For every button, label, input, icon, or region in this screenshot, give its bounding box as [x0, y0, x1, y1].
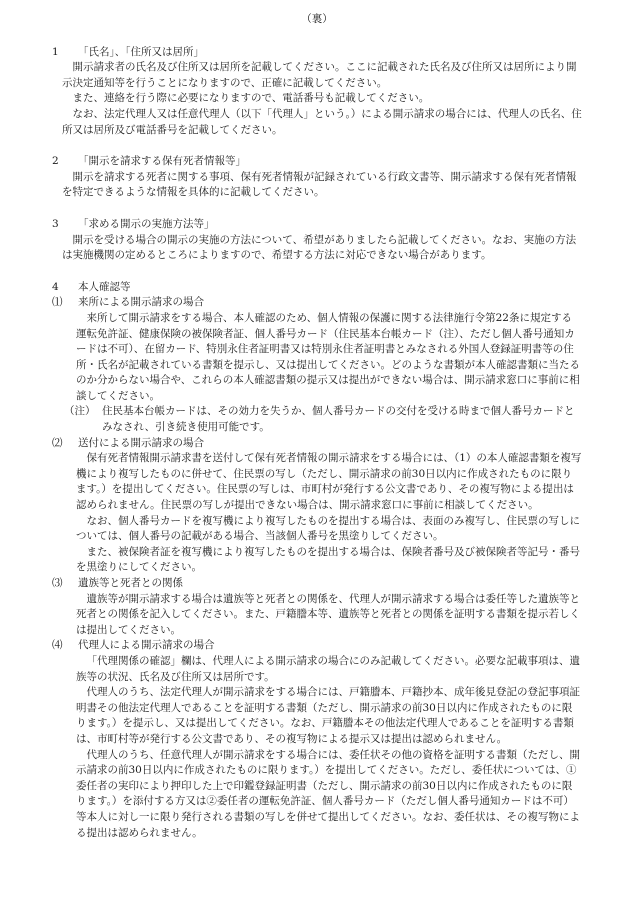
paragraph: 保有死者情報開示請求書を送付して保有死者情報の開示請求をする場合には、（1）の本人確認書類を複写機により複写したものに併せて、住民票の写し（ただし、開示請求の前30日以内に作成されたものに限ります。）を提出してください。住民票の写しは、市町村が発行する公文書であり、その複写物による提出は認められません。住民票の写しが提出できない場合は、開示請求窓口に事前に相談してください。 — [76, 452, 582, 512]
section-4-title — [52, 280, 582, 296]
paragraph: また、被保険者証を複写機により複写したものを提出する場合は、保険者番号及び被保険者等記号・番号を黒塗りにしてください。 — [76, 545, 580, 574]
paragraph: 開示を受ける場合の開示の実施の方法について、希望がありましたら記載してください。なお、実施の方法は実施機関の定めるところによりますので、希望する方法に対応できない場合があります。 — [62, 233, 577, 262]
subsection-number: ⑶ — [52, 577, 63, 589]
note-label: （注） — [64, 405, 96, 418]
subsection-title-text: 来所による開示請求の場合 — [78, 296, 204, 309]
paragraph: 開示を請求する死者に関する事項、保有死者情報が記録されている行政文書等、開示請求する保有死者情報を特定できるような情報を具体的に記載してください。 — [62, 170, 577, 199]
subsection-1-title — [52, 295, 582, 311]
section-number: 2 — [52, 155, 59, 168]
section-title-text: 本人確認等 — [78, 280, 131, 293]
subsection-number: ⑴ — [52, 296, 63, 309]
subsection-title-text: 遺族等と死者との関係 — [78, 577, 183, 589]
section-title-text: 「開示を請求する保有死者情報等」 — [78, 155, 246, 168]
subsection-number: ⑷ — [52, 639, 63, 652]
subsection-title-text: 代理人による開示請求の場合 — [78, 639, 215, 652]
section-title-text: 「氏名」、「住所又は居所」 — [78, 45, 204, 58]
paragraph: なお、個人番号カードを複写機により複写したものを提出する場合は、表面のみ複写し、住民票の写しについては、個人番号の記載がある場合、当該個人番号を黒塗りしてください。 — [76, 514, 580, 543]
section-number: 3 — [52, 217, 59, 230]
note-text: 住民基本台帳カードは、その効力を失うか、個人番号カードの交付を受ける時まで個人番号カードとみなされ、引き続き使用可能です。 — [102, 405, 575, 434]
paragraph: また、連絡を行う際に必要になりますので、電話番号も記載してください。 — [72, 92, 430, 105]
subsection-title-text: 送付による開示請求の場合 — [78, 436, 204, 449]
paragraph: 「代理関係の確認」欄は、代理人による開示請求の場合にのみ記載してください。必要な記載事項は、遺族等の状況、氏名及び住所又は居所です。 — [76, 654, 580, 683]
section-1-title — [52, 45, 582, 61]
subsection-4-title — [52, 638, 582, 654]
paragraph: 代理人のうち、法定代理人が開示請求をする場合には、戸籍謄本、戸籍抄本、成年後見登記の登記事項証明書その他法定代理人であることを証明する書類（ただし、開示請求の前30日以内に作成されたものに限ります。）を提示し、又は提出してください。なお、戸籍謄本その他法定代理人であることを証明する書類は、市町村等が発行する公文書であり、その複写物による提示又は提出は認められません。 — [76, 686, 580, 745]
subsection-3-title — [52, 576, 582, 592]
paragraph: 遺族等が開示請求する場合は遺族等と死者との関係を、代理人が開示請求する場合は委任等した遺族等と死者との関係を記入してください。また、戸籍謄本等、遺族等と死者との関係を証明する書類を提示若しくは提出してください。 — [76, 592, 580, 636]
section-3-title — [52, 217, 582, 233]
note — [52, 404, 582, 435]
section-2 — [52, 154, 582, 201]
section-1 — [52, 45, 582, 139]
section-3 — [52, 217, 582, 264]
paragraph: なお、法定代理人又は任意代理人（以下「代理人」という。）による開示請求の場合には、代理人の氏名、住所又は居所及び電話番号を記載してください。 — [62, 107, 582, 136]
section-number: 1 — [52, 45, 59, 58]
subsection-2-title — [52, 436, 582, 452]
paragraph: 代理人のうち、任意代理人が開示請求をする場合には、委任状その他の資格を証明する書類（ただし、開示請求の前30日以内に作成されたものに限ります。）を提出してください。ただし、委任状については、①委任者の実印により押印した上で印鑑登録証明書（ただし、開示請求の前30日以内に作成されたものに限ります。）を添付する方又は②委任者の運転免許証、個人番号カード（ただし個人番号通知カードは不可）等本人に対し一に限り発行される書類の写しを併せて提出してください。なお、委任状は、その複写物による提出は認められません。 — [76, 748, 580, 839]
paragraph: 来所して開示請求をする場合、本人確認のため、個人情報の保護に関する法律施行令第22条に規定する運転免許証、健康保険の被保険者証、個人番号カード（住民基本台帳カード（注）、ただし個人番号通知カードは不可）、在留カード、特別永住者証明書又は特別永住者証明書とみなされる外国人登録証明書等の住所・氏名が記載されている書類を提示し、又は提出してください。どのような書類が本人確認書類に当たるのか分からない場合や、これらの本人確認書類の提示又は提出ができない場合は、開示請求窓口に事前に相談してください。 — [76, 311, 580, 402]
section-number: 4 — [52, 280, 59, 293]
section-2-title — [52, 154, 582, 170]
section-title-text: 「求める開示の実施方法等」 — [78, 217, 215, 230]
document-page — [52, 12, 582, 841]
page-heading: （裏） — [301, 13, 333, 25]
subsection-number: ⑵ — [52, 436, 63, 449]
paragraph: 開示請求者の氏名及び住所又は居所を記載してください。ここに記載された氏名及び住所又は居所により開示決定通知等を行うことになりますので、正確に記載してください。 — [62, 61, 577, 89]
section-4 — [52, 280, 582, 841]
